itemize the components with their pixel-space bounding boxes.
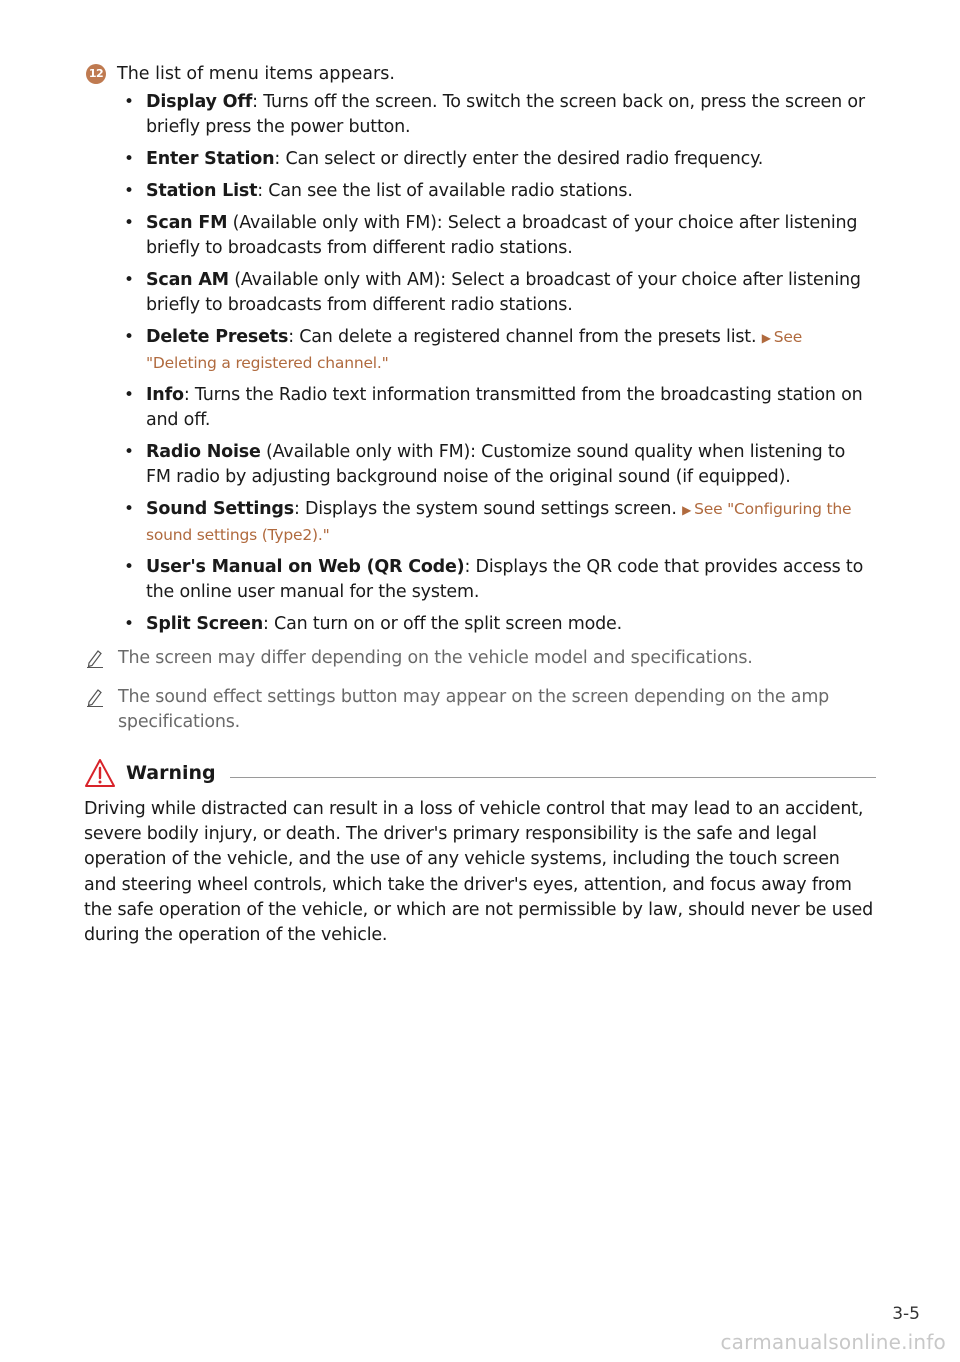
watermark: carmanualsonline.info [720, 1330, 946, 1354]
menu-item-split-screen [122, 612, 874, 637]
menu-item-desc: : Turns the Radio text information transmitted from the broadcasting station on and off. [146, 385, 863, 430]
page-number: 3-5 [892, 1304, 920, 1324]
menu-item-term: Radio Noise [146, 442, 261, 462]
menu-item-radio-noise [122, 440, 874, 490]
menu-item-desc: (Available only with FM): Select a broadcast of your choice after listening briefly to broadcasts from different radio stations. [146, 213, 858, 258]
step-text: The list of menu items appears. [117, 64, 395, 84]
menu-item-desc: (Available only with AM): Select a broadcast of your choice after listening briefly to broadcasts from different radio stations. [146, 270, 861, 315]
reference-arrow-icon: ▶ [761, 331, 771, 345]
bullet-icon: • [124, 213, 134, 233]
bullet-icon: • [124, 149, 134, 169]
warning-body: Driving while distracted can result in a loss of vehicle control that may lead to an accident, severe bodily injury, or death. The driver's primary responsibility is the safe and legal operation of the vehicle, and the use of any vehicle systems, including the touch screen and steering wheel controls, which take the driver's eyes, attention, and focus away from the safe operation of the vehicle, or which are not permissible by law, should never be used during the operation of the vehicle. [84, 799, 873, 946]
menu-item-enter-station [122, 147, 874, 172]
menu-item-info [122, 383, 874, 433]
menu-item-desc: : Displays the system sound settings screen. [293, 499, 683, 519]
bullet-icon: • [124, 181, 134, 201]
menu-item-delete-presets [122, 325, 874, 376]
reference-arrow-icon: ▶ [682, 503, 692, 517]
menu-item-desc: : Can see the list of available radio stations. [257, 181, 633, 201]
menu-item-sound-settings [122, 497, 874, 548]
step-number-badge: 12 [86, 64, 106, 84]
menu-item-display-off [122, 90, 874, 140]
warning-header [84, 758, 876, 788]
pencil-note-icon [86, 687, 104, 707]
bullet-icon: • [124, 327, 134, 347]
menu-item-desc: : Displays the QR code that provides access to the online user manual for the system. [146, 557, 864, 602]
menu-item-term: User's Manual on Web (QR Code) [146, 557, 465, 577]
menu-item-station-list [122, 179, 874, 204]
menu-item-desc: : Can turn on or off the split screen mode. [263, 614, 622, 634]
note-screen-differs [86, 646, 888, 671]
bullet-icon: • [124, 442, 134, 462]
bullet-icon: • [124, 614, 134, 634]
warning-divider [230, 777, 876, 778]
menu-item-scan-am [122, 268, 874, 318]
menu-item-term: Enter Station [146, 149, 275, 169]
bullet-icon: • [124, 270, 134, 290]
menu-item-desc: : Turns off the screen. To switch the screen back on, press the screen or briefly press the power button. [146, 92, 865, 137]
reference-text: See "Deleting a registered channel." [146, 328, 803, 372]
menu-item-term: Station List [146, 181, 258, 201]
bullet-icon: • [124, 499, 134, 519]
menu-item-scan-fm [122, 211, 874, 261]
bullet-icon: • [124, 557, 134, 577]
pencil-note-icon [86, 648, 104, 668]
warning-title: Warning [126, 762, 216, 784]
menu-item-desc: (Available only with FM): Customize sound quality when listening to FM radio by adjusting background noise of the original sound (if equipped). [146, 442, 846, 487]
step-12 [86, 62, 395, 86]
menu-item-term: Info [146, 385, 184, 405]
menu-item-term: Display Off [146, 92, 253, 112]
note-sound-effect [86, 685, 888, 735]
warning-triangle-icon [84, 758, 116, 788]
note-text: The sound effect settings button may appear on the screen depending on the amp specifications. [118, 687, 830, 732]
menu-item-term: Sound Settings [146, 499, 294, 519]
reference-text: See "Configuring the sound settings (Type2)." [146, 500, 852, 544]
bullet-icon: • [124, 92, 134, 112]
menu-item-users-manual [122, 555, 874, 605]
menu-item-term: Split Screen [146, 614, 263, 634]
menu-item-term: Delete Presets [146, 327, 289, 347]
menu-item-term: Scan AM [146, 270, 229, 290]
menu-item-term: Scan FM [146, 213, 228, 233]
note-text: The screen may differ depending on the vehicle model and specifications. [118, 648, 753, 668]
bullet-icon: • [124, 385, 134, 405]
menu-item-desc: : Can delete a registered channel from the presets list. [288, 327, 762, 347]
menu-item-list [122, 90, 874, 644]
menu-item-desc: : Can select or directly enter the desired radio frequency. [274, 149, 764, 169]
